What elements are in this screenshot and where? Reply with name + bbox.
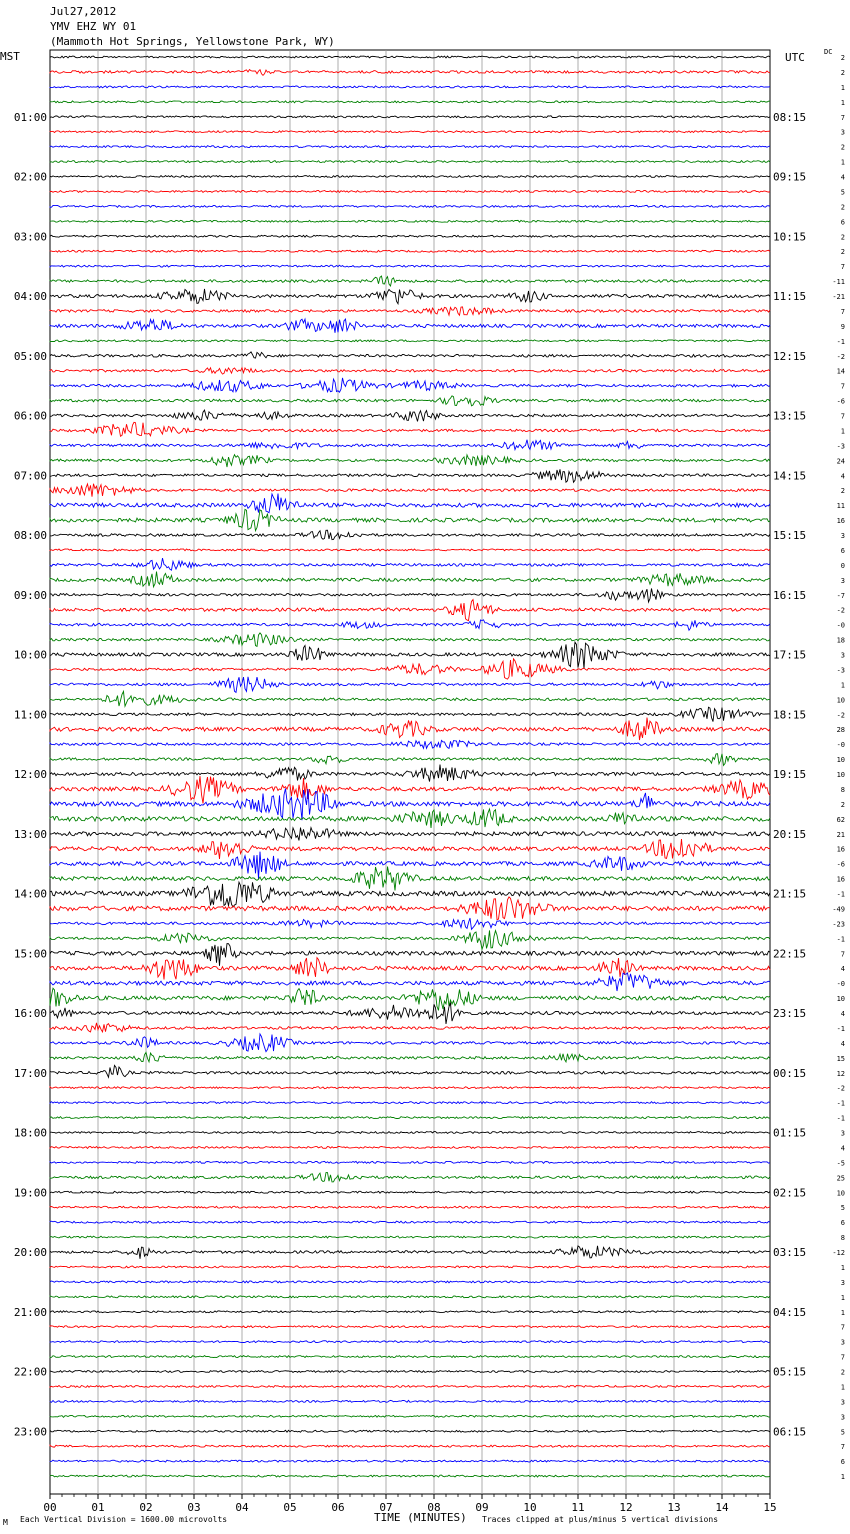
dc-offset-label: 2: [840, 203, 845, 212]
dc-offset-label: 9: [840, 322, 845, 331]
dc-offset-label: 7: [840, 412, 845, 421]
seismic-trace: [50, 1173, 770, 1182]
dc-offset-label: -6: [836, 860, 845, 869]
corner-mark: M: [3, 1518, 8, 1527]
dc-offset-label: 1: [840, 1293, 845, 1302]
seismic-trace: [50, 677, 770, 693]
dc-offset-label: 16: [836, 845, 845, 854]
utc-hour-label: 00:15: [773, 1066, 807, 1080]
seismic-trace: [50, 1161, 770, 1163]
seismic-trace: [50, 1087, 770, 1089]
seismic-trace: [50, 958, 770, 980]
dc-offset-label: -0: [836, 980, 845, 989]
dc-offset-label: 6: [840, 218, 845, 227]
x-tick-label: 13: [667, 1501, 681, 1514]
dc-offset-label: 5: [840, 1428, 845, 1437]
dc-offset-label: -0: [836, 621, 845, 630]
seismic-trace: [50, 1221, 770, 1223]
mst-hour-label: 12:00: [13, 768, 47, 781]
dc-offset-label: 7: [840, 950, 845, 959]
dc-offset-label: 4: [840, 173, 845, 182]
seismic-trace: [50, 1460, 770, 1462]
seismic-trace: [50, 101, 770, 103]
mst-hour-label: 20:00: [13, 1246, 47, 1259]
x-tick-label: 12: [619, 1501, 633, 1514]
dc-offset-label: 3: [840, 576, 845, 585]
dc-offset-label: 14: [836, 367, 845, 376]
dc-offset-label: 5: [840, 188, 845, 197]
mst-hour-label: 16:00: [13, 1007, 47, 1020]
dc-offset-label: -2: [836, 711, 845, 720]
utc-hour-label: 04:15: [773, 1305, 807, 1319]
seismic-trace: [50, 146, 770, 148]
dc-offset-label: 4: [840, 1010, 845, 1018]
x-tick-label: 05: [283, 1501, 297, 1514]
x-tick-label: 08: [427, 1501, 441, 1514]
dc-offset-label: 24: [836, 457, 845, 466]
dc-offset-label: 4: [840, 1039, 845, 1048]
seismic-trace: [50, 659, 770, 679]
dc-offset-label: 7: [840, 1323, 845, 1332]
dc-offset-label: 1: [840, 681, 845, 690]
seismic-trace: [50, 572, 770, 587]
seismic-trace: [50, 1003, 770, 1024]
dc-offset-label: 1: [840, 158, 845, 167]
utc-hour-label: 18:15: [773, 708, 807, 722]
x-tick-label: 11: [571, 1501, 585, 1514]
seismic-trace: [50, 276, 770, 286]
x-tick-label: 14: [715, 1501, 729, 1514]
dc-offset-label: 10: [836, 995, 845, 1004]
seismic-trace: [50, 1296, 770, 1298]
seismic-trace: [50, 1147, 770, 1149]
dc-offset-label: 7: [840, 382, 845, 391]
seismic-trace: [50, 1356, 770, 1358]
mst-hour-label: 23:00: [13, 1425, 47, 1439]
seismic-trace: [50, 1117, 770, 1119]
mst-hour-label: 19:00: [13, 1186, 47, 1200]
mst-hour-label: 17:00: [13, 1066, 47, 1080]
dc-offset-label: 28: [836, 726, 845, 735]
dc-offset-label: 11: [836, 502, 845, 511]
dc-offset-label: 16: [836, 517, 845, 526]
seismic-trace: [50, 882, 770, 907]
seismic-trace: [50, 368, 770, 374]
dc-offset-label: -2: [836, 1084, 845, 1093]
dc-offset-label: 2: [840, 233, 845, 242]
mst-hour-label: 07:00: [13, 469, 47, 483]
seismic-trace: [50, 740, 770, 748]
seismic-trace: [50, 1371, 770, 1373]
mst-hour-label: 18:00: [13, 1126, 47, 1140]
dc-offset-label: 12: [836, 1069, 845, 1078]
utc-hour-label: 22:15: [773, 947, 807, 961]
dc-offset-label: 25: [836, 1174, 845, 1183]
dc-offset-label: -3: [836, 666, 845, 675]
seismic-trace: [50, 988, 770, 1010]
seismic-trace: [50, 455, 770, 467]
seismic-trace: [50, 828, 770, 841]
dc-offset-label: -5: [836, 1159, 845, 1168]
seismic-trace: [50, 484, 770, 497]
mst-hour-label: 21:00: [13, 1305, 47, 1319]
dc-offset-label: 2: [840, 487, 845, 496]
dc-offset-label: 3: [840, 1398, 845, 1407]
dc-offset-label: -1: [836, 1099, 845, 1108]
seismic-trace: [50, 1052, 770, 1062]
dc-offset-label: 6: [840, 1458, 845, 1467]
dc-offset-label: 3: [840, 1413, 845, 1422]
utc-hour-label: 17:15: [773, 648, 807, 662]
seismic-trace: [50, 691, 770, 706]
dc-offset-label: 6: [840, 546, 845, 555]
dc-offset-label: 18: [836, 636, 845, 645]
x-tick-label: 06: [331, 1501, 345, 1514]
seismic-trace: [50, 1341, 770, 1343]
seismic-trace: [50, 1236, 770, 1238]
dc-offset-label: 4: [840, 472, 845, 481]
utc-hour-label: 12:15: [773, 349, 807, 363]
dc-offset-label: 3: [840, 1278, 845, 1287]
seismic-trace: [50, 191, 770, 193]
dc-offset-label: 3: [840, 1338, 845, 1347]
seismic-trace: [50, 1400, 770, 1402]
dc-offset-label: 8: [840, 1234, 845, 1243]
dc-offset-label: 2: [840, 54, 845, 62]
dc-offset-label: 3: [840, 128, 845, 137]
seismic-trace: [50, 265, 770, 267]
station-code: YMV EHZ WY 01: [50, 20, 137, 33]
plot-date: Jul27,2012: [50, 5, 117, 18]
seismic-trace: [50, 422, 770, 436]
dc-offset-label: 1: [840, 1308, 845, 1317]
mst-hour-label: 01:00: [13, 110, 47, 124]
utc-hour-label: 05:15: [773, 1365, 807, 1379]
seismic-trace: [50, 707, 770, 721]
x-tick-label: 03: [187, 1501, 201, 1514]
seismic-trace: [50, 558, 770, 570]
seismic-trace: [50, 1102, 770, 1104]
seismic-trace: [50, 250, 770, 252]
seismic-trace: [50, 1034, 770, 1052]
seismic-trace: [50, 235, 770, 237]
utc-hour-label: 14:15: [773, 469, 807, 483]
seismic-trace: [50, 765, 770, 782]
dc-offset-label: -21: [832, 293, 845, 301]
dc-offset-label: 7: [840, 113, 845, 122]
dc-offset-label: -1: [836, 890, 845, 899]
seismic-trace: [50, 1266, 770, 1268]
utc-label: UTC: [785, 51, 805, 64]
seismic-trace: [50, 789, 770, 821]
utc-hour-label: 10:15: [773, 230, 807, 244]
seismic-trace: [50, 897, 770, 920]
utc-hour-label: 23:15: [773, 1007, 807, 1020]
seismic-trace: [50, 1386, 770, 1388]
dc-offset-label: -12: [832, 1249, 845, 1257]
utc-hour-label: 08:15: [773, 110, 807, 124]
seismic-trace: [50, 839, 770, 859]
dc-offset-label: 5: [840, 1204, 845, 1213]
dc-offset-label: 15: [836, 1054, 845, 1063]
seismic-trace: [50, 1023, 770, 1032]
scale-note: Each Vertical Division = 1600.00 microvolts: [20, 1515, 228, 1524]
utc-hour-label: 21:15: [773, 887, 807, 901]
seismic-trace: [50, 352, 770, 358]
dc-offset-label: 62: [836, 815, 845, 824]
dc-offset-label: 7: [840, 263, 845, 272]
seismic-trace: [50, 509, 770, 530]
dc-offset-label: 10: [836, 771, 845, 779]
x-tick-label: 15: [763, 1501, 777, 1514]
dc-offset-label: 10: [836, 696, 845, 705]
mst-hour-label: 02:00: [13, 170, 47, 184]
seismic-trace: [50, 776, 770, 803]
seismic-trace: [50, 600, 770, 621]
dc-offset-label: -3: [836, 442, 845, 451]
dc-offset-label: -11: [832, 278, 845, 287]
dc-offset-label: 1: [840, 1473, 845, 1482]
seismic-trace: [50, 944, 770, 966]
seismic-trace: [50, 1191, 770, 1193]
seismic-trace: [50, 161, 770, 163]
seismic-trace: [50, 319, 770, 333]
seismic-trace: [50, 1475, 770, 1477]
utc-hour-label: 15:15: [773, 529, 807, 542]
seismic-trace: [50, 340, 770, 342]
dc-offset-label: 0: [840, 561, 845, 570]
x-tick-label: 10: [523, 1501, 537, 1514]
dc-offset-label: 7: [840, 307, 845, 316]
seismic-trace: [50, 1430, 770, 1432]
dc-label: DC: [824, 48, 833, 56]
dc-offset-label: 2: [840, 248, 845, 257]
dc-offset-label: 4: [840, 965, 845, 974]
dc-offset-label: -1: [836, 935, 845, 944]
seismic-trace: [50, 56, 770, 58]
seismic-trace: [50, 396, 770, 406]
utc-hour-label: 06:15: [773, 1425, 807, 1439]
seismic-trace: [50, 549, 770, 551]
clip-note: Traces clipped at plus/minus 5 vertical divisions: [482, 1515, 719, 1524]
dc-offset-label: 21: [836, 830, 845, 839]
dc-offset-label: -2: [836, 606, 845, 615]
seismic-trace: [50, 589, 770, 603]
seismic-trace: [50, 633, 770, 647]
seismic-trace: [50, 176, 770, 178]
dc-offset-label: -1: [836, 337, 845, 346]
dc-offset-label: 1: [840, 427, 845, 436]
mst-hour-label: 06:00: [13, 409, 47, 423]
dc-offset-label: 2: [840, 800, 845, 809]
seismic-trace: [50, 1132, 770, 1134]
utc-hour-label: 16:15: [773, 588, 807, 602]
mst-hour-label: 15:00: [13, 947, 47, 961]
dc-offset-label: 10: [836, 1189, 845, 1198]
utc-hour-label: 20:15: [773, 827, 807, 841]
utc-hour-label: 03:15: [773, 1246, 807, 1259]
seismic-trace: [50, 1415, 770, 1417]
station-location: (Mammoth Hot Springs, Yellowstone Park, WY): [50, 35, 335, 48]
seismic-trace: [50, 930, 770, 949]
seismic-trace: [50, 131, 770, 133]
x-tick-label: 09: [475, 1501, 489, 1514]
dc-offset-label: -2: [836, 352, 845, 361]
dc-offset-label: 10: [836, 756, 845, 765]
dc-offset-label: 3: [840, 651, 845, 660]
x-tick-label: 01: [91, 1501, 105, 1514]
seismic-trace: [50, 378, 770, 392]
seismic-trace: [50, 410, 770, 421]
seismic-trace: [50, 205, 770, 207]
dc-offset-label: 1: [840, 98, 845, 107]
seismic-trace: [50, 867, 770, 891]
dc-offset-label: 2: [840, 68, 845, 77]
seismic-trace: [50, 754, 770, 766]
dc-offset-label: -1: [836, 1024, 845, 1033]
dc-offset-label: 8: [840, 785, 845, 794]
seismic-trace: [50, 1311, 770, 1313]
x-tick-label: 07: [379, 1501, 393, 1514]
seismic-trace: [50, 440, 770, 450]
dc-offset-label: 1: [840, 1263, 845, 1272]
utc-hour-label: 02:15: [773, 1186, 807, 1200]
utc-hour-label: 13:15: [773, 409, 807, 423]
seismic-trace: [50, 809, 770, 828]
seismic-trace: [50, 1281, 770, 1283]
seismic-trace: [50, 1246, 770, 1259]
mst-hour-label: 04:00: [13, 290, 47, 303]
dc-offset-label: 1: [840, 1383, 845, 1392]
mst-hour-label: 13:00: [13, 827, 47, 841]
seismic-trace: [50, 494, 770, 513]
mst-hour-label: 03:00: [13, 230, 47, 244]
dc-offset-label: 7: [840, 1443, 845, 1452]
dc-offset-label: 4: [840, 1144, 845, 1153]
x-tick-label: 00: [43, 1501, 57, 1514]
seismic-trace: [50, 307, 770, 315]
seismic-trace: [50, 220, 770, 222]
seismic-trace: [50, 918, 770, 929]
utc-hour-label: 19:15: [773, 768, 807, 781]
seismic-trace: [50, 1326, 770, 1328]
dc-offset-label: -1: [836, 1114, 845, 1123]
dc-offset-label: 7: [840, 1353, 845, 1362]
mst-hour-label: 14:00: [13, 887, 47, 901]
utc-hour-label: 09:15: [773, 170, 807, 184]
mst-hour-label: 05:00: [13, 349, 47, 363]
seismic-trace: [50, 86, 770, 88]
dc-offset-label: -23: [832, 920, 845, 929]
utc-hour-label: 01:15: [773, 1126, 807, 1140]
seismic-trace: [50, 116, 770, 118]
mst-hour-label: 08:00: [13, 529, 47, 542]
seismic-trace: [50, 469, 770, 482]
mst-label: MST: [0, 50, 20, 63]
seismic-trace: [50, 620, 770, 630]
dc-offset-label: -6: [836, 397, 845, 406]
seismic-trace: [50, 642, 770, 669]
dc-offset-label: 3: [840, 532, 845, 540]
seismic-trace: [50, 1445, 770, 1447]
seismic-trace: [50, 70, 770, 76]
dc-offset-label: 3: [840, 1129, 845, 1138]
seismic-trace: [50, 289, 770, 304]
x-tick-label: 02: [139, 1501, 153, 1514]
dc-offset-label: 2: [840, 143, 845, 152]
seismic-trace: [50, 1206, 770, 1208]
seismic-trace: [50, 718, 770, 741]
dc-offset-label: -7: [836, 591, 845, 600]
dc-offset-label: 6: [840, 1219, 845, 1228]
mst-hour-label: 22:00: [13, 1365, 47, 1379]
dc-offset-label: 2: [840, 1368, 845, 1377]
dc-offset-label: 1: [840, 83, 845, 92]
seismic-trace: [50, 530, 770, 539]
x-tick-label: 04: [235, 1501, 249, 1514]
seismic-trace: [50, 1065, 770, 1077]
mst-hour-label: 09:00: [13, 588, 47, 602]
dc-offset-label: -0: [836, 741, 845, 750]
mst-hour-label: 11:00: [13, 708, 47, 722]
mst-hour-label: 10:00: [13, 648, 47, 662]
x-axis-title: TIME (MINUTES): [374, 1511, 467, 1524]
dc-offset-label: 16: [836, 875, 845, 884]
dc-offset-label: -49: [832, 905, 845, 914]
utc-hour-label: 11:15: [773, 290, 807, 303]
